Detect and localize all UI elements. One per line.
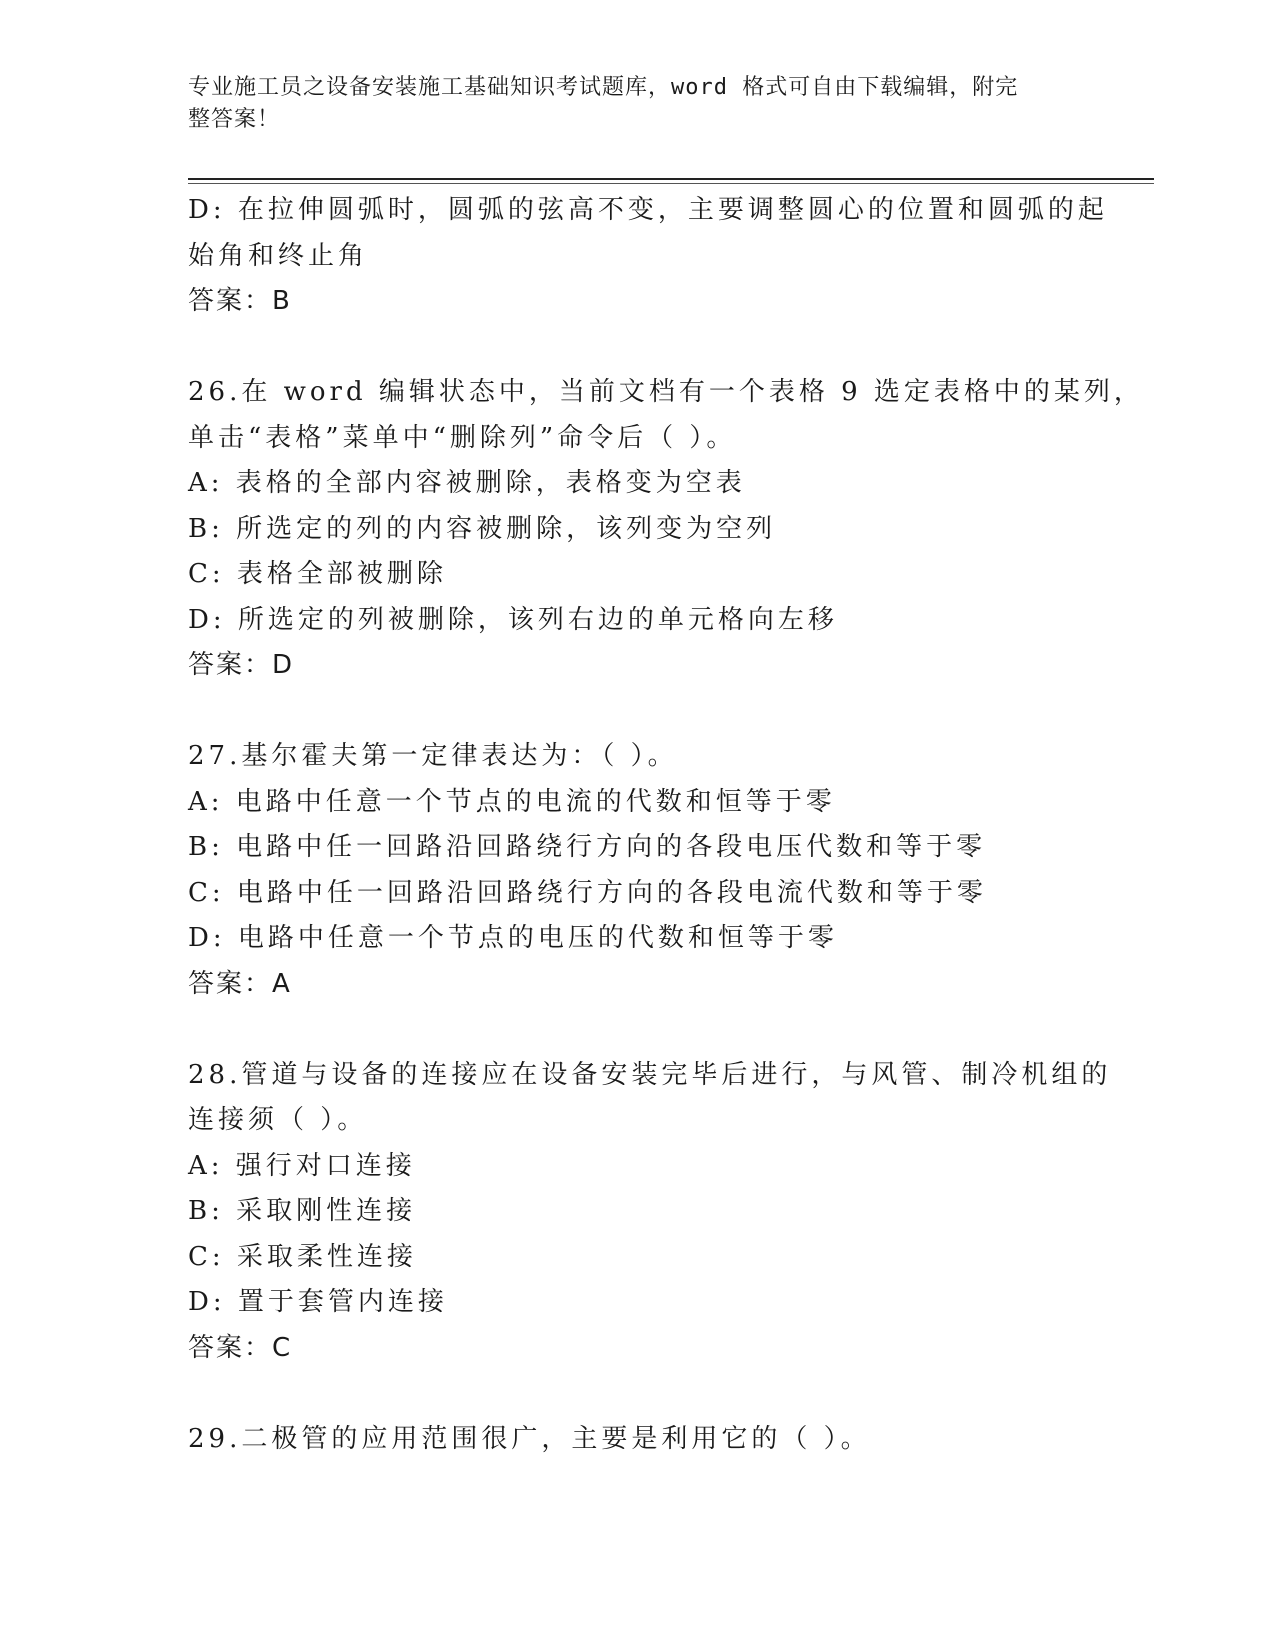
question-stem: 29.二极管的应用范围很广，主要是利用它的（ ）。 [188,1423,871,1454]
page-header [188,72,1068,136]
option-a: A: 表格的全部内容被删除，表格变为空表 [188,468,746,498]
spacer [188,325,1088,371]
question-26 [188,370,1144,689]
document-body [188,188,1144,1462]
option-c: C: 表格全部被删除 [188,559,447,589]
option-a: A: 电路中任意一个节点的电流的代数和恒等于零 [188,786,836,817]
answer: 答案：B [188,286,292,316]
question-27 [188,734,1088,1007]
question-29 [188,1417,1088,1463]
spacer [188,689,1088,735]
header-divider-thick [188,178,1154,180]
header-divider-thin [188,183,1154,184]
option-b: B: 电路中任一回路沿回路绕行方向的各段电压代数和等于零 [188,832,987,862]
answer: 答案：A [188,968,292,999]
option-b: B: 采取刚性连接 [188,1196,417,1226]
question-stem-continued: 连接须（ ）。 [188,1105,368,1135]
option-a: A: 强行对口连接 [188,1150,416,1181]
header-line-1: 专业施工员之设备安装施工基础知识考试题库，word 格式可自由下载编辑，附完 [188,75,1019,100]
question-stem: 27.基尔霍夫第一定律表达为：（ ）。 [188,741,678,771]
question-stem: 26.在 word 编辑状态中，当前文档有一个表格 9 选定表格中的某列， [188,377,1144,407]
option-c: C: 采取柔性连接 [188,1241,417,1272]
option-d: D: 置于套管内连接 [188,1287,448,1317]
answer: 答案：D [188,650,295,680]
option-c: C: 电路中任一回路沿回路绕行方向的各段电流代数和等于零 [188,877,987,908]
spacer [188,1007,1088,1053]
question-fragment [188,188,1108,325]
header-line-2: 整答案！ [188,107,281,132]
option-d: D: 电路中任意一个节点的电压的代数和恒等于零 [188,923,838,953]
question-stem-continued: 单击“表格”菜单中“删除列”命令后（ ）。 [188,422,737,453]
option-d: D: 所选定的列被删除，该列右边的单元格向左移 [188,604,838,635]
question-stem: 28.管道与设备的连接应在设备安装完毕后进行，与风管、制冷机组的 [188,1059,1112,1090]
answer: 答案：C [188,1332,293,1363]
option-b: B: 所选定的列的内容被删除，该列变为空列 [188,513,777,544]
option-d: D: 在拉伸圆弧时，圆弧的弦高不变，主要调整圆心的位置和圆弧的起 [188,195,1108,225]
spacer [188,1371,1088,1417]
option-d-continued: 始角和终止角 [188,240,369,271]
question-28 [188,1053,1112,1372]
